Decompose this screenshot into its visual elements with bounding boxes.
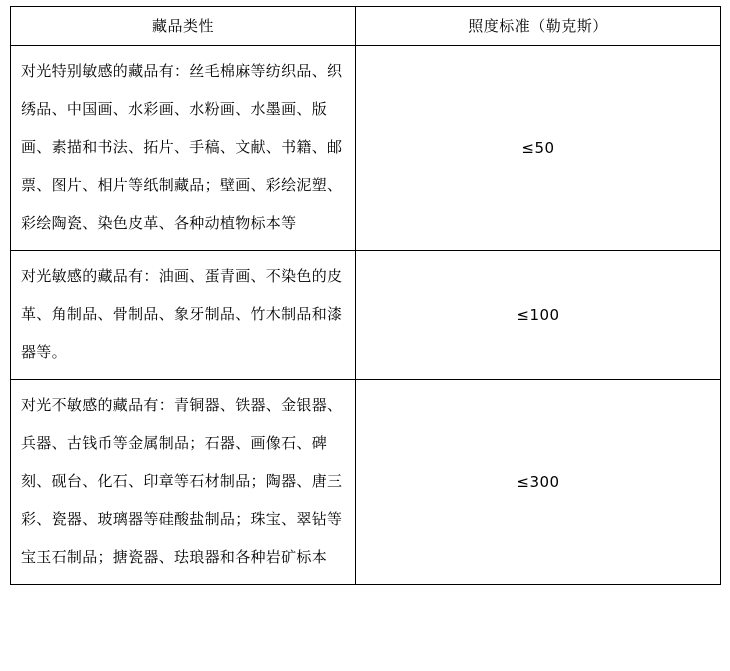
cell-standard: ≤300 xyxy=(356,380,721,585)
cell-category xyxy=(11,380,356,585)
table-header xyxy=(11,7,721,46)
column-header-category: 藏品类性 xyxy=(11,7,356,46)
cell-category xyxy=(11,46,356,251)
cell-standard: ≤100 xyxy=(356,251,721,380)
category-text: 对光敏感的藏品有：油画、蛋青画、不染色的皮革、角制品、骨制品、象牙制品、竹木制品和漆器等。 xyxy=(21,267,343,361)
table-row xyxy=(11,251,721,380)
table-header-row xyxy=(11,7,721,46)
column-header-standard: 照度标准（勒克斯） xyxy=(356,7,721,46)
cell-standard: ≤50 xyxy=(356,46,721,251)
table-row xyxy=(11,380,721,585)
collection-illuminance-table xyxy=(10,6,721,585)
table-row xyxy=(11,46,721,251)
cell-category xyxy=(11,251,356,380)
table-body xyxy=(11,46,721,585)
category-text: 对光不敏感的藏品有：青铜器、铁器、金银器、兵器、古钱币等金属制品；石器、画像石、碑刻、砚台、化石、印章等石材制品；陶器、唐三彩、瓷器、玻璃器等硅酸盐制品；珠宝、翠钻等宝玉石制品；搪瓷器、珐琅器和各种岩矿标本 xyxy=(21,396,343,566)
category-text: 对光特别敏感的藏品有：丝毛棉麻等纺织品、织绣品、中国画、水彩画、水粉画、水墨画、版画、素描和书法、拓片、手稿、文献、书籍、邮票、图片、相片等纸制藏品；壁画、彩绘泥塑、彩绘陶瓷、染色皮革、各种动植物标本等 xyxy=(21,62,343,232)
